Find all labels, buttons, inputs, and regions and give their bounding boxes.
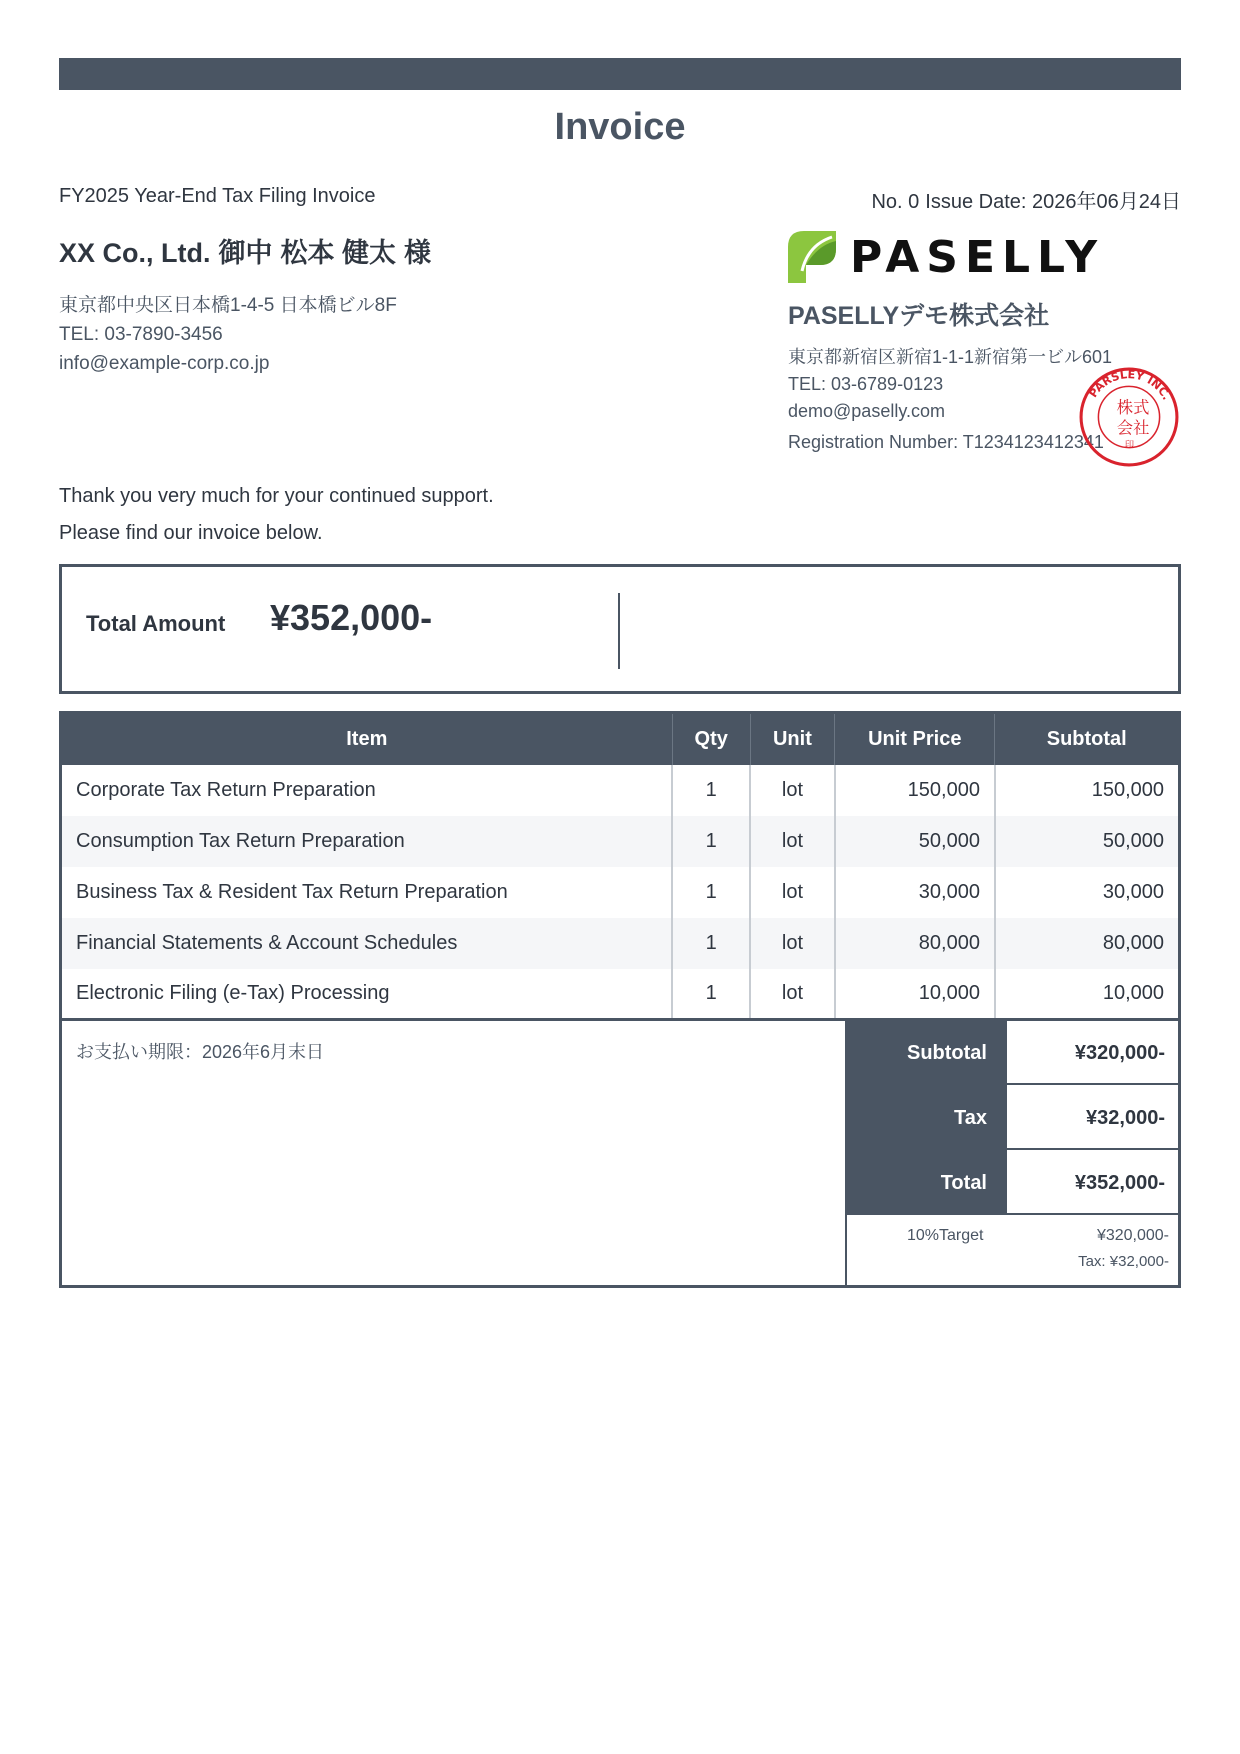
summary-panel — [845, 1020, 1181, 1285]
row-subtotal: 10,000 — [995, 969, 1180, 1020]
total-amount-value: ¥352,000- — [270, 597, 433, 638]
summary-tax-value: ¥32,000- — [1086, 1107, 1165, 1129]
row-unit-price: 30,000 — [835, 867, 995, 918]
seal-char: 株 — [1116, 397, 1134, 417]
seal-ring-text: PARSLEY INC. — [1086, 368, 1174, 403]
issuer-tel: TEL: 03-6789-0123 — [788, 374, 944, 394]
row-unit: lot — [750, 867, 834, 918]
invoice-number: No. 0 — [871, 191, 920, 213]
issuer-info — [788, 344, 1112, 425]
registration-number: Registration Number: T1234123412341 — [788, 432, 1104, 452]
table-row — [61, 918, 1180, 969]
row-unit-price: 10,000 — [835, 969, 995, 1020]
summary-total-value: ¥352,000- — [1074, 1172, 1165, 1194]
row-unit: lot — [750, 765, 834, 816]
summary-tax-label: Tax — [847, 1085, 1007, 1148]
row-unit-price: 80,000 — [835, 918, 995, 969]
client-tel: TEL: 03-7890-3456 — [59, 324, 223, 345]
tax-target-label: 10%Target — [907, 1227, 984, 1244]
table-row — [61, 969, 1180, 1020]
company-seal-stamp — [1078, 366, 1180, 468]
client-person-honorific: 様 — [404, 238, 432, 268]
table-row — [61, 765, 1180, 816]
table-row — [61, 816, 1180, 867]
table-row — [61, 867, 1180, 918]
row-item: Electronic Filing (e-Tax) Processing — [76, 981, 390, 1004]
invoice-footer-section — [59, 1020, 1181, 1288]
tax-breakdown — [847, 1215, 1181, 1283]
greeting — [59, 478, 494, 552]
header-qty: Qty — [672, 713, 750, 765]
paselly-leaf-icon — [788, 231, 836, 283]
summary-total-row — [847, 1150, 1181, 1215]
row-qty: 1 — [672, 969, 750, 1020]
summary-subtotal-row — [847, 1020, 1181, 1085]
seal-char: 印 — [1124, 439, 1135, 451]
row-item: Business Tax & Resident Tax Return Preparation — [76, 880, 508, 903]
client-honorific: 御中 — [218, 238, 273, 268]
logo-wordmark: PASELLY — [850, 231, 1105, 283]
row-qty: 1 — [672, 765, 750, 816]
row-qty: 1 — [672, 816, 750, 867]
header-unit-price: Unit Price — [835, 713, 995, 765]
issuer-address: 東京都新宿区新宿1-1-1新宿第一ビル601 — [788, 347, 1113, 367]
summary-subtotal-value: ¥320,000- — [1074, 1042, 1165, 1064]
seal-char: 会 — [1116, 418, 1134, 438]
invoice-meta — [871, 185, 1181, 214]
summary-total-label: Total — [847, 1150, 1007, 1213]
row-subtotal: 30,000 — [995, 867, 1180, 918]
invoice-subject: FY2025 Year-End Tax Filing Invoice — [59, 185, 376, 207]
issue-date: Issue Date: 2026年06月24日 — [925, 191, 1181, 213]
header-item: Item — [61, 713, 673, 765]
table-header-row — [61, 713, 1180, 765]
total-box-divider — [618, 593, 620, 669]
row-qty: 1 — [672, 918, 750, 969]
header-unit: Unit — [750, 713, 834, 765]
tax-target-value: ¥320,000- — [1096, 1227, 1169, 1244]
client-company: XX Co., Ltd. — [59, 238, 211, 268]
row-subtotal: 150,000 — [995, 765, 1180, 816]
row-unit-price: 150,000 — [835, 765, 995, 816]
total-amount-label: Total Amount — [86, 611, 226, 636]
client-info — [59, 291, 397, 378]
company-logo — [788, 231, 1104, 283]
client-address: 東京都中央区日本橋1-4-5 日本橋ビル8F — [59, 295, 397, 316]
header-subtotal: Subtotal — [995, 713, 1180, 765]
row-unit: lot — [750, 918, 834, 969]
row-subtotal: 80,000 — [995, 918, 1180, 969]
header-bar — [59, 58, 1181, 90]
row-item: Corporate Tax Return Preparation — [76, 778, 376, 801]
document-title: Invoice — [554, 106, 686, 148]
row-subtotal: 50,000 — [995, 816, 1180, 867]
summary-subtotal-label: Subtotal — [847, 1020, 1007, 1083]
greeting-line-1: Thank you very much for your continued support. — [59, 485, 494, 507]
total-amount-box — [59, 564, 1181, 694]
row-item: Consumption Tax Return Preparation — [61, 816, 673, 867]
row-unit-price: 50,000 — [835, 816, 995, 867]
client-person: 松本 健太 — [280, 238, 397, 268]
invoice-items-table — [59, 711, 1181, 1021]
row-qty: 1 — [672, 867, 750, 918]
row-item: Financial Statements & Account Schedules — [61, 918, 673, 969]
issuer-email: demo@paselly.com — [788, 401, 945, 421]
seal-char: 社 — [1133, 418, 1150, 438]
issuer-name: PASELLYデモ株式会社 — [788, 302, 1050, 330]
summary-tax-row — [847, 1085, 1181, 1150]
greeting-line-2: Please find our invoice below. — [59, 522, 323, 544]
row-unit: lot — [750, 816, 834, 867]
row-unit: lot — [750, 969, 834, 1020]
client-email: info@example-corp.co.jp — [59, 353, 270, 374]
tax-target-tax: Tax: ¥32,000- — [1078, 1253, 1169, 1270]
payment-due: お支払い期限：2026年6月末日 — [76, 1042, 325, 1062]
seal-char: 式 — [1133, 397, 1150, 417]
client-name — [59, 231, 431, 270]
